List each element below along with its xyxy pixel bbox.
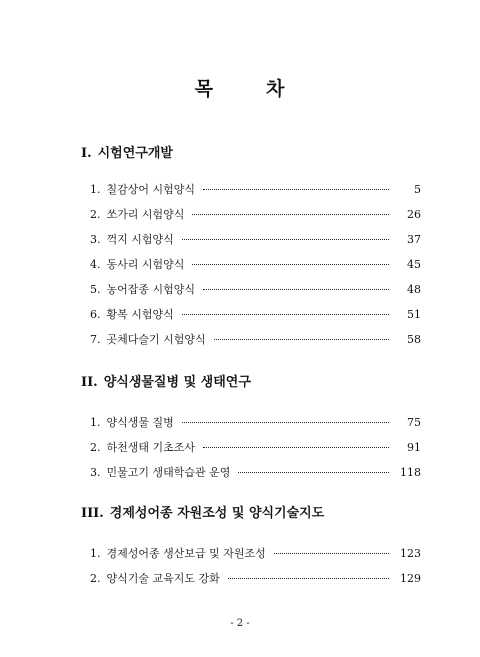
entry-number: 2.: [90, 441, 101, 454]
toc-section-2: [81, 372, 421, 485]
page-title: [0, 74, 480, 101]
entry-page-number: 75: [407, 416, 421, 429]
toc-entry-list: [81, 541, 421, 591]
toc-section-1: [81, 143, 421, 352]
entry-label: 양식생물 질병: [106, 416, 174, 429]
toc-entry[interactable]: [81, 177, 421, 202]
entry-label: 쏘가리 시험양식: [106, 208, 185, 221]
dot-leader: [238, 472, 389, 473]
entry-page-number: 37: [407, 233, 421, 246]
entry-page-number: 45: [407, 258, 421, 271]
page-footer-number: - 2 -: [230, 618, 250, 629]
dot-leader: [214, 339, 389, 340]
section-number: III.: [81, 506, 104, 521]
section-heading: [81, 143, 421, 165]
entry-number: 3.: [90, 466, 101, 479]
entry-label: 민물고기 생태학습관 운영: [106, 466, 231, 479]
entry-number: 2.: [90, 208, 101, 221]
section-title: 경제성어종 자원조성 및 양식기술지도: [109, 506, 325, 521]
section-number: I.: [81, 146, 92, 161]
entry-label: 농어잡종 시험양식: [106, 283, 196, 296]
toc-entry[interactable]: [81, 302, 421, 327]
entry-number: 4.: [90, 258, 101, 271]
toc-entry-list: [81, 410, 421, 485]
entry-label: 황복 시험양식: [106, 308, 174, 321]
section-number: II.: [81, 375, 98, 390]
entry-number: 6.: [90, 308, 101, 321]
entry-label: 양식기술 교육지도 강화: [106, 572, 220, 585]
toc-entry[interactable]: [81, 227, 421, 252]
page-title-part2: 차: [266, 78, 286, 100]
entry-label: 칠감상어 시험양식: [106, 183, 196, 196]
entry-number: 3.: [90, 233, 101, 246]
entry-page-number: 129: [400, 572, 421, 585]
section-heading: [81, 503, 421, 525]
section-heading: [81, 372, 421, 394]
entry-page-number: 118: [400, 466, 421, 479]
entry-page-number: 26: [407, 208, 421, 221]
entry-page-number: 51: [407, 308, 421, 321]
entry-number: 5.: [90, 283, 101, 296]
dot-leader: [182, 239, 389, 240]
dot-leader: [274, 553, 389, 554]
entry-label: 동사리 시험양식: [106, 258, 185, 271]
toc-entry[interactable]: [81, 277, 421, 302]
toc-entry[interactable]: [81, 410, 421, 435]
toc-entry[interactable]: [81, 327, 421, 352]
toc-section-3: [81, 503, 421, 591]
dot-leader: [203, 447, 389, 448]
toc-entry-list: [81, 177, 421, 352]
dot-leader: [228, 578, 389, 579]
dot-leader: [182, 422, 389, 423]
dot-leader: [182, 314, 389, 315]
entry-number: 1.: [90, 547, 101, 560]
entry-label: 하천생태 기초조사: [106, 441, 196, 454]
entry-label: 경제성어종 생산보급 및 자원조성: [106, 547, 266, 560]
entry-label: 꺽지 시험양식: [106, 233, 174, 246]
dot-leader: [192, 264, 389, 265]
entry-number: 1.: [90, 416, 101, 429]
entry-page-number: 58: [407, 333, 421, 346]
toc-entry[interactable]: [81, 541, 421, 566]
page-title-part1: 목: [194, 78, 214, 100]
toc-entry[interactable]: [81, 435, 421, 460]
dot-leader: [203, 289, 389, 290]
entry-page-number: 48: [407, 283, 421, 296]
toc-entry[interactable]: [81, 566, 421, 591]
entry-page-number: 5: [414, 183, 421, 196]
entry-number: 7.: [90, 333, 101, 346]
section-title: 양식생물질병 및 생태연구: [103, 375, 251, 390]
toc-entry[interactable]: [81, 252, 421, 277]
toc-entry[interactable]: [81, 202, 421, 227]
entry-label: 곳체다슬기 시험양식: [106, 333, 206, 346]
entry-page-number: 91: [407, 441, 421, 454]
entry-number: 1.: [90, 183, 101, 196]
dot-leader: [192, 214, 389, 215]
toc-entry[interactable]: [81, 460, 421, 485]
section-title: 시험연구개발: [97, 146, 173, 161]
dot-leader: [203, 189, 389, 190]
entry-page-number: 123: [400, 547, 421, 560]
entry-number: 2.: [90, 572, 101, 585]
